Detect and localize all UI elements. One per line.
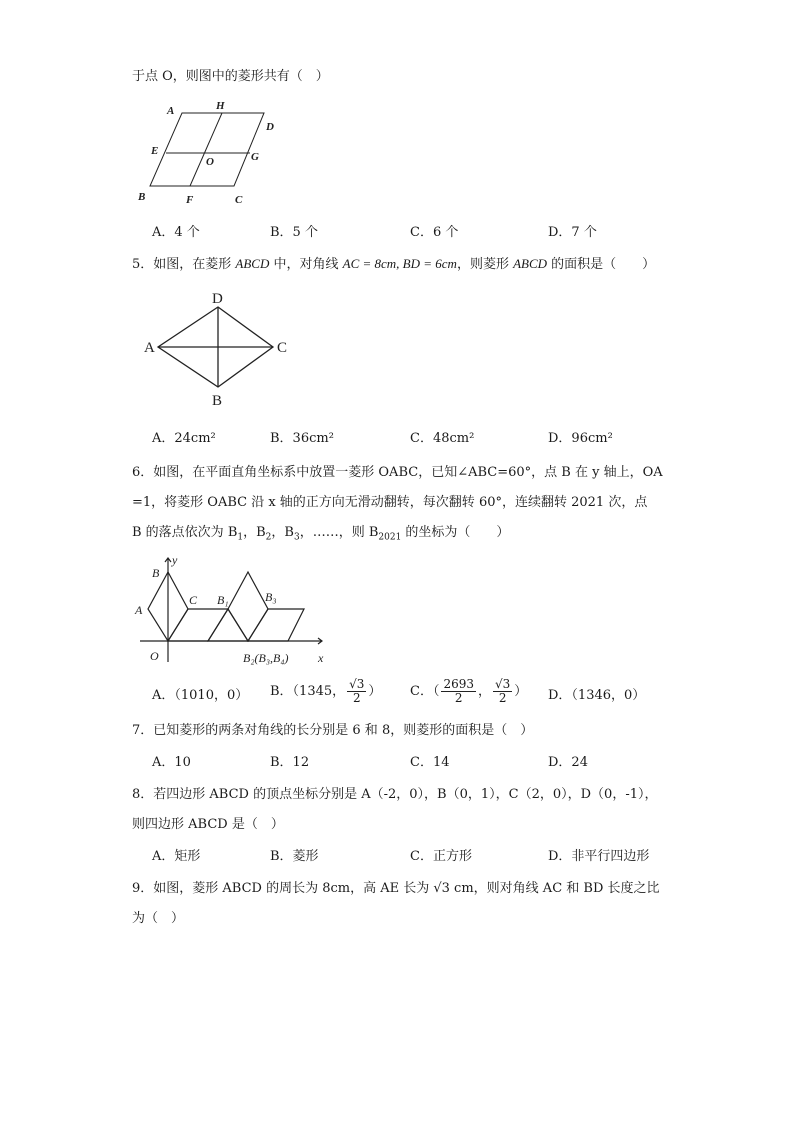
- q4-parallelogram-outline: [150, 113, 264, 186]
- q6-label-x: x: [318, 651, 324, 665]
- q6-sub-3: 3: [293, 532, 300, 543]
- q5-stem-suffix: 的面积是（ ）: [547, 257, 656, 272]
- q5-stem-prefix: 5．如图，在菱形: [132, 257, 236, 272]
- q6-option-b-den: 2: [352, 691, 361, 705]
- q7-option-c[interactable]: C．14: [410, 755, 450, 770]
- q6-option-d[interactable]: D．（1346，0）: [548, 688, 646, 703]
- q7-option-a[interactable]: A．10: [152, 755, 191, 770]
- q4-label-d: D: [266, 121, 274, 133]
- q7-option-d[interactable]: D．24: [548, 755, 588, 770]
- q6-line2: =1，将菱形 OABC 沿 x 轴的正方向无滑动翻转，每次翻转 60°，连续翻转 2021 次，点: [132, 495, 648, 510]
- q5-label-a: A: [144, 340, 155, 356]
- q4-option-c[interactable]: C．6 个: [410, 225, 459, 240]
- q6-option-c-pre: C．（: [410, 684, 440, 699]
- q5-label-d: D: [212, 291, 223, 307]
- q8-line2: 则四边形 ABCD 是（ ）: [132, 817, 284, 832]
- q6-line3-e: 的坐标为（ ）: [401, 525, 510, 540]
- q6-option-a[interactable]: A．（1010，0）: [152, 688, 249, 703]
- q6-line3-c: ，B: [271, 525, 294, 540]
- q6-option-b-num: √3: [349, 677, 365, 691]
- q5-name2: ABCD: [513, 256, 548, 271]
- q6-option-b-frac: [347, 678, 366, 705]
- q7-stem: 7．已知菱形的两条对角线的长分别是 6 和 8，则菱形的面积是（ ）: [132, 723, 534, 738]
- q6-option-c-post: ）: [514, 684, 528, 699]
- q6-option-c[interactable]: [410, 678, 527, 705]
- q5-label-b: B: [212, 393, 223, 409]
- q6-rhombus-5: [248, 609, 304, 641]
- q4-option-d[interactable]: D．7 个: [548, 225, 597, 240]
- q6-label-b3: B₃: [265, 590, 277, 604]
- q6-label-o: O: [150, 649, 159, 663]
- q6-options: [152, 677, 652, 716]
- q6-option-c-frac1: [441, 678, 476, 705]
- q6-figure: [132, 552, 342, 670]
- q6-option-c-den1: 2: [454, 691, 463, 705]
- q6-line3-a: B 的落点依次为 B: [132, 525, 238, 540]
- q4-label-o: O: [206, 156, 214, 168]
- q6-label-a: A: [135, 603, 143, 617]
- q4-label-f: F: [186, 194, 194, 206]
- q4-label-h: H: [216, 100, 225, 112]
- q6-rhombus-3: [208, 609, 248, 641]
- q8-option-c[interactable]: C．正方形: [410, 849, 472, 864]
- q4-option-b[interactable]: B．5 个: [270, 225, 318, 240]
- q5-stem: [132, 255, 655, 274]
- q6-rhombus-4: [228, 572, 268, 641]
- q4-option-a[interactable]: A．4 个: [152, 225, 200, 240]
- q8-line1: 8．若四边形 ABCD 的顶点坐标分别是 A（-2，0），B（0，1），C（2，0），D（0，-1），: [132, 787, 658, 802]
- q4-label-g: G: [251, 151, 259, 163]
- q6-label-c: C: [189, 593, 198, 607]
- q6-option-b-post: ）: [368, 684, 382, 699]
- q6-line1: 6．如图，在平面直角坐标系中放置一菱形 OABC，已知∠ABC=60°，点 B 在 y 轴上，OA: [132, 465, 663, 480]
- q6-option-b-pre: B．（1345，: [270, 684, 346, 699]
- q6-line3: [132, 524, 509, 547]
- q6-option-c-frac2: [493, 678, 512, 705]
- q6-sub-2021: 2021: [378, 532, 402, 543]
- q7-option-b[interactable]: B．12: [270, 755, 310, 770]
- q5-stem-mid: 中，对角线: [269, 257, 343, 272]
- q9-line1: 9．如图，菱形 ABCD 的周长为 8cm，高 AE 长为 √3 cm，则对角线 AC 和 BD 长度之比: [132, 881, 660, 896]
- q6-option-c-den2: 2: [498, 691, 507, 705]
- q8-option-a[interactable]: A．矩形: [152, 849, 201, 864]
- q5-label-c: C: [277, 340, 288, 356]
- q5-option-c[interactable]: C．48cm²: [410, 431, 475, 446]
- q4-label-a: A: [167, 105, 175, 117]
- q4-stem: 于点 O，则图中的菱形共有（ ）: [132, 69, 329, 84]
- q6-sub-1: 1: [237, 532, 244, 543]
- q4-label-c: C: [235, 194, 243, 206]
- q6-option-c-num1: 2693: [443, 677, 474, 691]
- q6-label-b1: B₁: [217, 593, 229, 607]
- q4-figure: [130, 96, 290, 208]
- q5-name1: ABCD: [235, 256, 270, 271]
- q5-option-b[interactable]: B．36cm²: [270, 431, 334, 446]
- q6-option-b[interactable]: [270, 678, 381, 705]
- q6-rhombus-2: [168, 609, 228, 641]
- q9-line2: 为（ ）: [132, 911, 185, 926]
- q5-figure: [140, 288, 300, 412]
- q5-option-d[interactable]: D．96cm²: [548, 431, 613, 446]
- q4-label-e: E: [151, 145, 159, 157]
- q6-line3-d: ，……，则 B: [299, 525, 379, 540]
- q6-line3-b: ，B: [243, 525, 266, 540]
- q8-option-d[interactable]: D．非平行四边形: [548, 849, 650, 864]
- q6-option-c-num2: √3: [495, 677, 511, 691]
- q6-label-y: y: [172, 553, 178, 567]
- q4-label-b: B: [138, 191, 146, 203]
- q6-label-b: B: [152, 566, 160, 580]
- q5-option-a[interactable]: A．24cm²: [152, 431, 216, 446]
- q5-condition: AC = 8cm, BD = 6cm: [342, 256, 457, 271]
- q6-label-b2: B₂(B₃,B₄): [243, 651, 289, 665]
- q6-sub-2: 2: [265, 532, 272, 543]
- q4-line-hf: [190, 113, 222, 186]
- q6-option-c-sep: ，: [478, 684, 492, 699]
- q5-stem-mid2: ，则菱形: [456, 257, 514, 272]
- q8-option-b[interactable]: B．菱形: [270, 849, 319, 864]
